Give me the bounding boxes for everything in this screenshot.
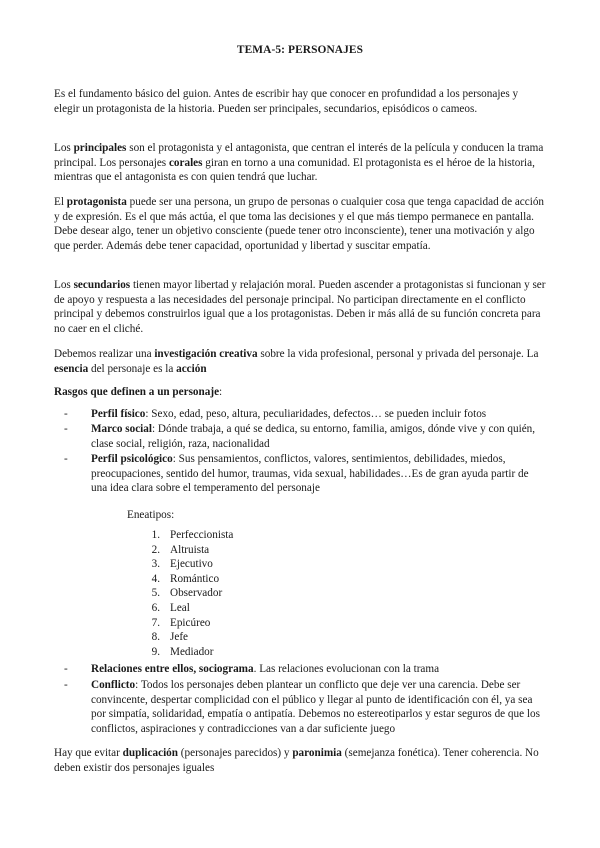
secundarios-paragraph: Los secundarios tienen mayor libertad y relajación moral. Pueden ascender a protagonistas si funcionan y ser de apoyo y respuesta a las necesidades del personaje principal. No participan directamente en el conflicto principal y debemos construirlos igual que a los protagonistas. Deben ir más allá de su función concreta para no caer en el cliché.	[54, 279, 546, 335]
investigacion-paragraph: Debemos realizar una investigación creativa sobre la vida profesional, personal y privada del personaje. La esencia del personaje es la acción	[54, 348, 539, 375]
list-item: 7. Epicúreo	[151, 616, 211, 629]
principales-paragraph: Los principales son el protagonista y el antagonista, que centran el interés de la película y conducen la trama principal. Los personajes corales giran en torno a una comunidad. El protagonista es el héroe de la historia, mientras que el antagonista es con quien tendrá que luchar.	[54, 142, 544, 184]
list-item: 4. Romántico	[151, 572, 220, 585]
rasgos-heading: Rasgos que definen a un personaje:	[54, 386, 223, 398]
list-item: 2. Altruista	[151, 543, 210, 556]
protagonista-paragraph: El protagonista puede ser una persona, un grupo de personas o cualquier cosa que tenga capacidad de acción y de expresión. Es el que más actúa, el que toma las decisiones y el que más tiempo permanece en pantalla. Debe desear algo, tener un objetivo consciente (puede tener otro inconsciente), tener una motivación y algo que perder. Además debe tener capacidad, oportunidad y libertad y suscitar empatía.	[54, 196, 545, 252]
eneatipos-list	[136, 528, 233, 659]
list-item: 6. Leal	[151, 601, 190, 614]
duplicacion-paragraph: Hay que evitar duplicación (personajes parecidos) y paronimia (semejanza fonética). Tener coherencia. No deben existir dos personajes iguales	[54, 747, 539, 774]
list-item: 5. Observador	[151, 587, 223, 600]
eneatipos-label: Eneatipos:	[127, 509, 175, 521]
list-item: 8. Jefe	[151, 631, 189, 644]
page-title: TEMA-5: PERSONAJES	[236, 44, 364, 56]
list-item: 9. Mediador	[151, 645, 214, 658]
intro-paragraph: Es el fundamento básico del guion. Antes de escribir hay que conocer en profundidad a los personajes y elegir un protagonista de la historia. Pueden ser principales, secundarios, episódicos o cameos.	[54, 88, 519, 115]
list-item: 1. Perfeccionista	[151, 529, 234, 541]
list-item: 3. Ejecutivo	[151, 558, 213, 571]
